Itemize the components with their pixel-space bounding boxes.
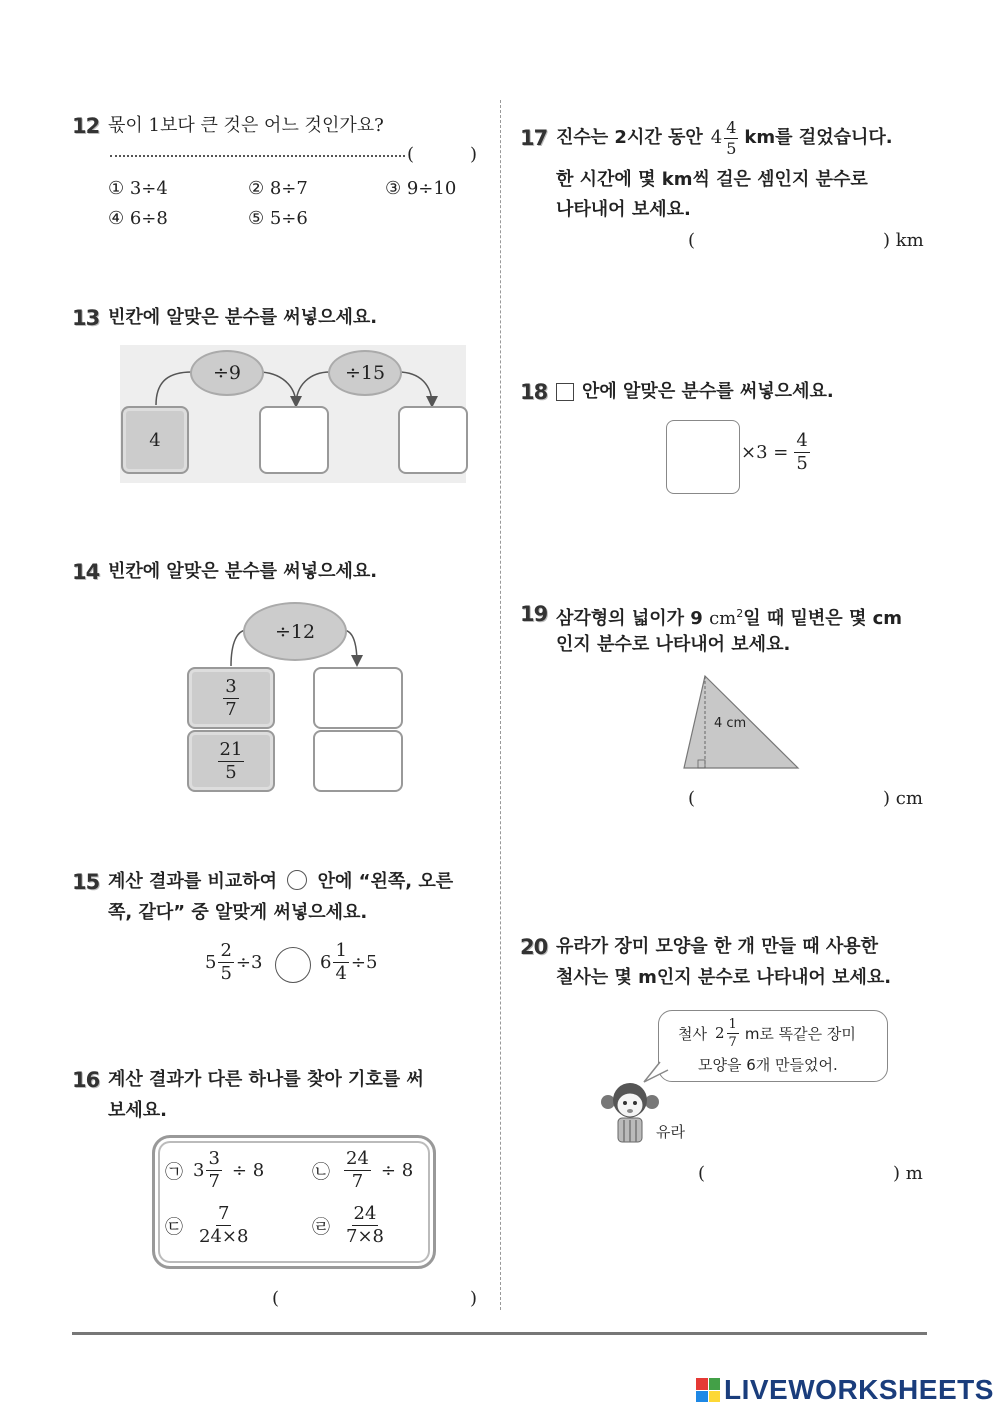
option-1[interactable]: ① 3÷4 [108, 178, 168, 199]
comparison-circle-input[interactable] [275, 947, 311, 983]
answer-box-14a[interactable] [313, 667, 403, 729]
numerator: 3 [208, 1148, 220, 1169]
answer-box-13a[interactable] [259, 406, 329, 474]
fraction-box-14b [187, 730, 275, 792]
option-4[interactable]: ④ 6÷8 [108, 208, 168, 229]
square-icon [556, 383, 574, 401]
numerator: 24 [353, 1203, 377, 1224]
question-number-17: 17 [520, 126, 548, 150]
expression: ×3 = [741, 442, 789, 463]
numerator: 1 [335, 940, 347, 961]
answer-box-18[interactable] [666, 420, 740, 494]
whole-part: 4 [710, 127, 723, 148]
question-number-20: 20 [520, 935, 548, 959]
question-number-12: 12 [72, 114, 100, 138]
denominator: 7 [728, 1034, 737, 1050]
option-5[interactable]: ⑤ 5÷6 [248, 208, 308, 229]
answer-close-19: ) cm [883, 788, 923, 809]
text-part: 계산 결과를 비교하여 [108, 871, 278, 892]
choice-item[interactable] [312, 1205, 388, 1246]
brand-wordmark[interactable]: LIVEWORKSHEETS [724, 1374, 994, 1405]
dotted-leader [110, 155, 405, 157]
option-3[interactable]: ③ 9÷10 [385, 178, 457, 199]
answer-open-12: ( [407, 144, 415, 165]
small-circle-icon [287, 870, 307, 890]
question-16-line1: 계산 결과가 다른 하나를 찾아 기호를 써 [108, 1069, 424, 1090]
answer-open-20: ( [698, 1163, 706, 1184]
question-18-line [556, 376, 834, 408]
question-15-line1 [108, 866, 453, 898]
answer-open-16: ( [272, 1288, 280, 1309]
question-number-18: 18 [520, 380, 548, 404]
question-20-line2: 철사는 몇 m인지 분수로 나타내어 보세요. [556, 967, 892, 988]
whole-part: 3 [193, 1160, 205, 1181]
question-20-line1: 유라가 장미 모양을 한 개 만들 때 사용한 [556, 936, 879, 957]
girl-character-icon [600, 1072, 660, 1144]
numerator: 4 [796, 430, 808, 451]
answer-close-16: ) [470, 1288, 478, 1309]
answer-open-17: ( [688, 230, 696, 251]
answer-close-17: ) km [883, 230, 924, 251]
denominator: 7 [208, 1171, 220, 1192]
footer-rule [72, 1332, 927, 1335]
height-label: 4 cm [714, 716, 747, 731]
operator: ÷5 [350, 952, 378, 973]
column-divider [500, 100, 501, 1310]
denominator: 7 [225, 698, 237, 720]
numerator: 1 [728, 1016, 737, 1032]
operation-bubble: ÷12 [243, 602, 347, 661]
fraction-box-14a [187, 667, 275, 729]
denominator: 5 [225, 761, 237, 783]
text-part: km를 걸었습니다. [744, 127, 893, 148]
question-13-text: 빈칸에 알맞은 분수를 써넣으세요. [108, 307, 378, 328]
question-number-19: 19 [520, 602, 548, 626]
choice-label: ㉢ [165, 1216, 183, 1238]
text-part: 진수는 2시간 동안 [556, 127, 703, 148]
left-expression [205, 942, 262, 983]
whole-part: 5 [205, 952, 217, 973]
denominator: 5 [796, 453, 808, 474]
question-number-16: 16 [72, 1068, 100, 1092]
question-12-text: 몫이 1보다 큰 것은 어느 것인가요? [108, 115, 384, 136]
operator: ÷ 8 [380, 1160, 414, 1181]
text-part: 철사 [678, 1024, 707, 1043]
liveworksheets-logo-icon [696, 1378, 720, 1402]
superscript: 2 [736, 607, 744, 620]
choice-label: ㉠ [165, 1161, 183, 1183]
text-part: 일 때 밑변은 몇 cm [743, 608, 903, 629]
whole-part: 2 [714, 1024, 725, 1042]
equation-18 [741, 432, 812, 473]
choice-item[interactable] [312, 1150, 413, 1191]
question-number-15: 15 [72, 870, 100, 894]
choice-item[interactable] [165, 1205, 252, 1246]
numerator: 4 [726, 117, 737, 137]
choice-label: ㉡ [312, 1161, 330, 1183]
question-15-line2: 쪽, 같다” 중 알맞게 써넣으세요. [108, 902, 368, 923]
question-number-13: 13 [72, 306, 100, 330]
numerator: 21 [219, 738, 243, 760]
option-2[interactable]: ② 8÷7 [248, 178, 308, 199]
question-19-line2: 인지 분수로 나타내어 보세요. [556, 634, 791, 655]
numerator: 3 [225, 675, 237, 697]
question-17-line3: 나타내어 보세요. [556, 199, 691, 220]
answer-close-12: ) [470, 144, 478, 165]
bubble-line1 [678, 1016, 856, 1050]
whole-part: 6 [320, 952, 332, 973]
operation-bubble: ÷15 [328, 350, 402, 396]
bubble-line2: 모양을 6개 만들었어. [698, 1056, 838, 1074]
answer-open-19: ( [688, 788, 696, 809]
question-17-line2: 한 시간에 몇 km씩 걸은 셈인지 분수로 [556, 169, 868, 190]
unit: cm [709, 608, 737, 629]
denominator: 4 [335, 963, 347, 984]
denominator: 7 [351, 1171, 364, 1192]
character-name: 유라 [656, 1123, 685, 1141]
denominator: 5 [726, 138, 737, 158]
operator: ÷ 8 [231, 1160, 265, 1181]
question-16-line2: 보세요. [108, 1100, 168, 1121]
numerator: 24 [346, 1148, 369, 1169]
question-14-text: 빈칸에 알맞은 분수를 써넣으세요. [108, 561, 378, 582]
operator: ÷3 [235, 952, 263, 973]
operation-bubble: ÷9 [190, 350, 264, 396]
question-number-14: 14 [72, 560, 100, 584]
denominator: 5 [220, 963, 232, 984]
denominator: 24×8 [199, 1226, 249, 1247]
denominator: 7×8 [346, 1226, 384, 1247]
choice-item[interactable] [165, 1150, 264, 1191]
text-part: m로 똑같은 장미 [744, 1024, 856, 1043]
text-part: 안에 알맞은 분수를 써넣으세요. [582, 381, 834, 402]
text-part: 삼각형의 넓이가 9 [556, 608, 703, 629]
start-value-box: 4 [121, 406, 189, 474]
numerator: 7 [218, 1203, 230, 1224]
numerator: 2 [220, 940, 232, 961]
answer-box-14b[interactable] [313, 730, 403, 792]
text-part: 안에 “왼쪽, 오른 [317, 871, 454, 892]
answer-close-20: ) m [893, 1163, 923, 1184]
right-expression [320, 942, 377, 983]
question-17-line1 [556, 116, 893, 160]
choice-label: ㉣ [312, 1216, 330, 1238]
answer-box-13b[interactable] [398, 406, 468, 474]
